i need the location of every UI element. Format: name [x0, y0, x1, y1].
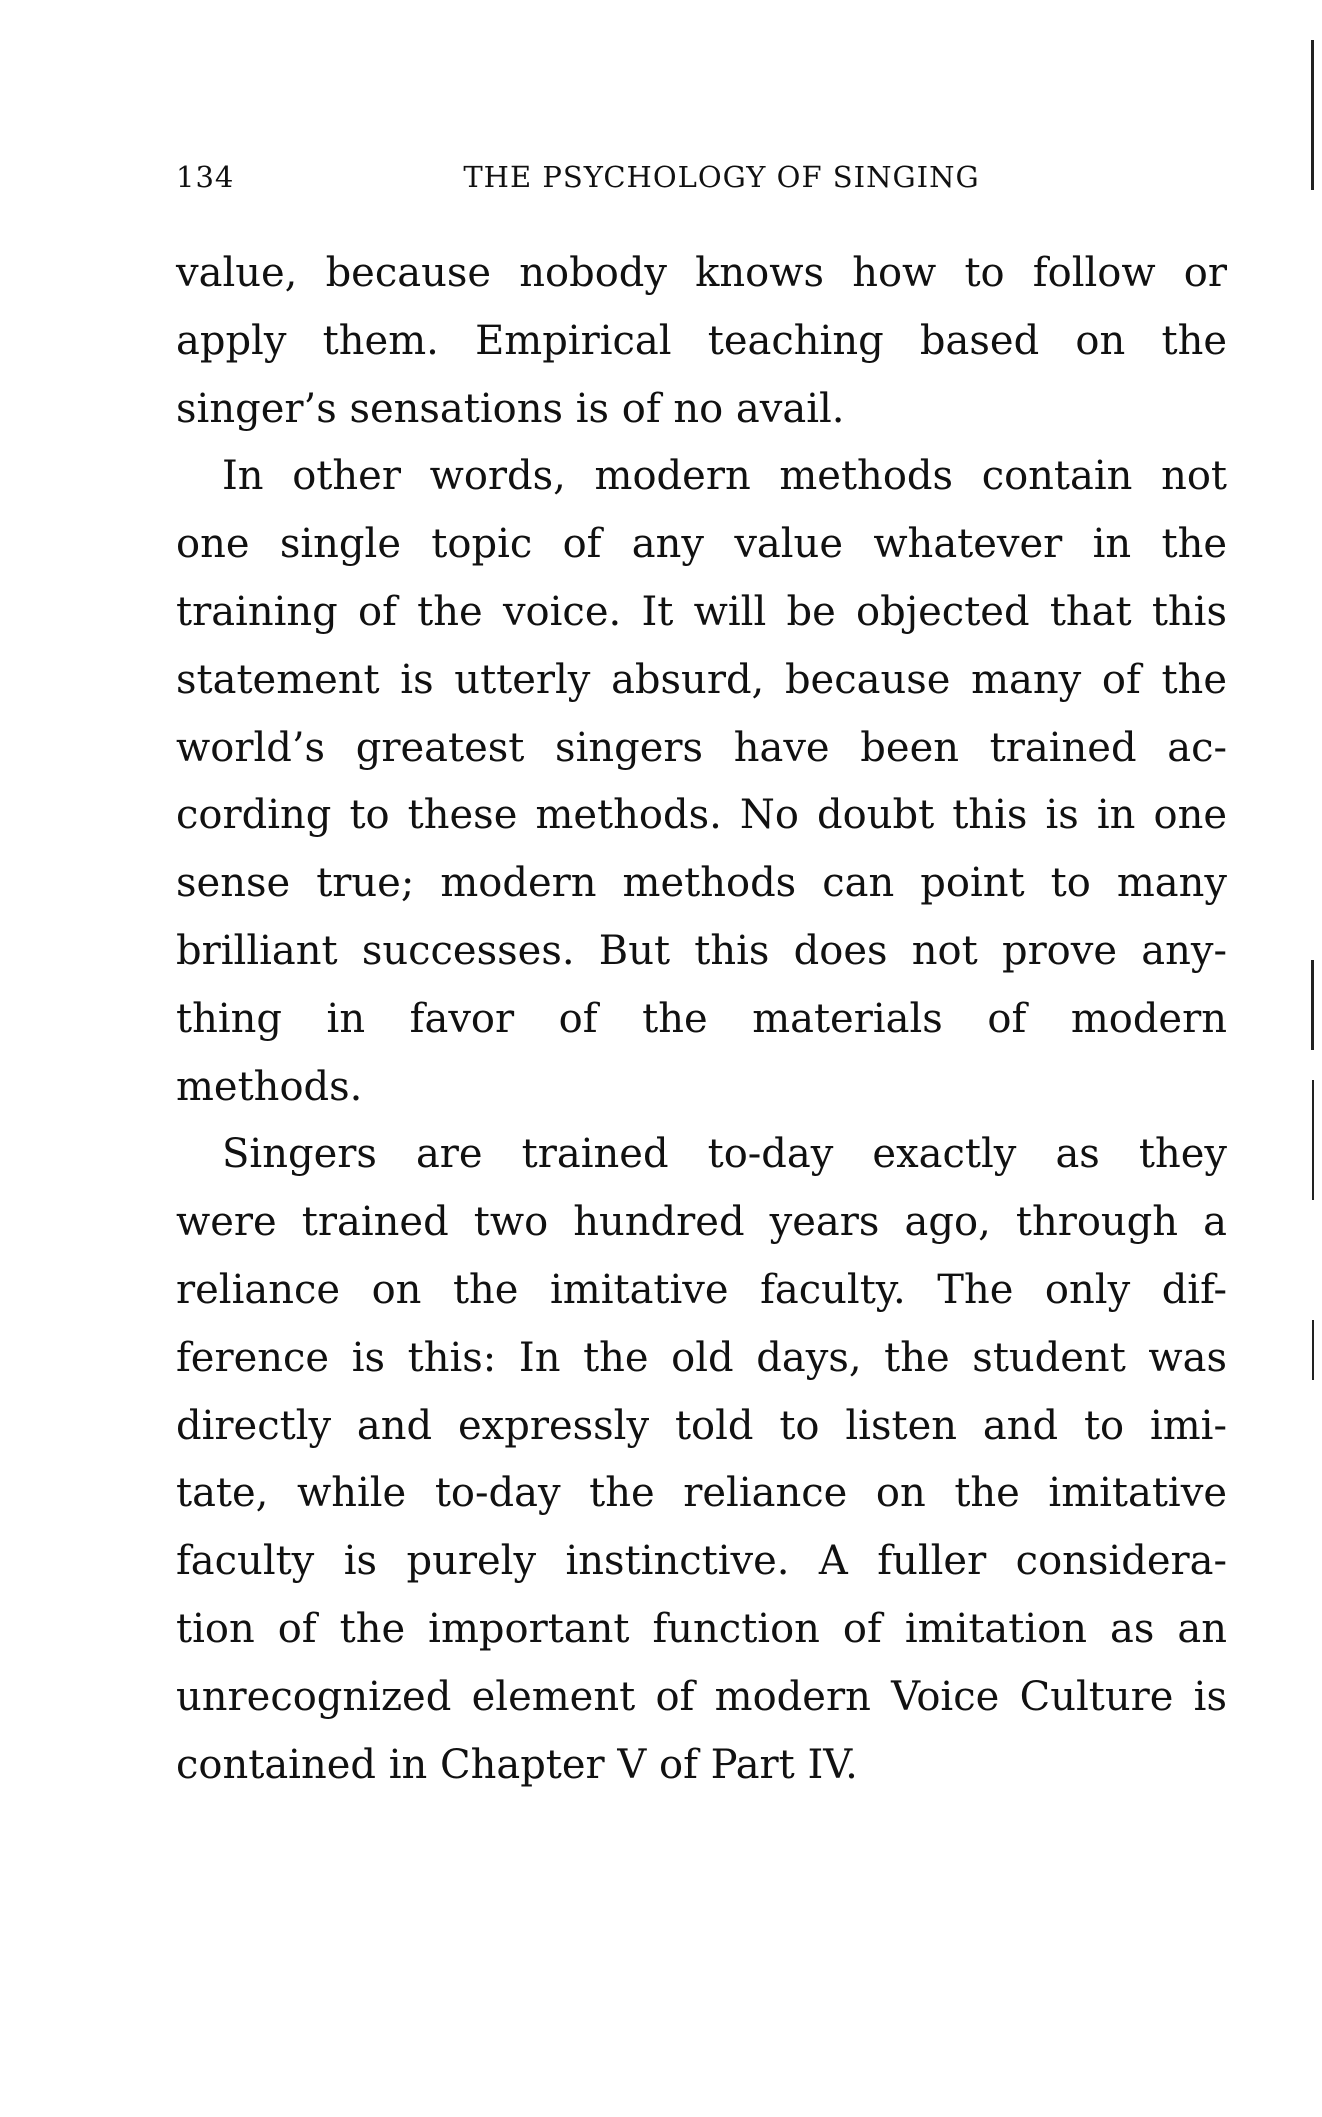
text-line: one single topic of any value whatever in the — [176, 521, 1227, 568]
paragraph — [176, 240, 1227, 443]
text-line: ference is this: In the old days, the student was — [176, 1334, 1227, 1381]
page-number: 134 — [176, 160, 235, 194]
scan-edge-mark — [1311, 40, 1314, 190]
text-line: In other words, modern methods contain not — [222, 453, 1227, 500]
text-line: brilliant successes. But this does not prove any- — [176, 927, 1227, 974]
text-line: world’s greatest singers have been trained ac- — [176, 724, 1227, 771]
text-line: apply them. Empirical teaching based on the — [176, 317, 1227, 364]
scan-edge-mark — [1311, 960, 1314, 1050]
page-body — [176, 240, 1227, 1799]
text-line: faculty is purely instinctive. A fuller considera- — [176, 1538, 1227, 1585]
scan-edge-mark — [1312, 1080, 1314, 1200]
text-line: tion of the important function of imitation as an — [176, 1605, 1227, 1652]
scan-edge-mark — [1312, 1320, 1314, 1380]
text-line: directly and expressly told to listen and to imi- — [176, 1402, 1227, 1449]
text-line: unrecognized element of modern Voice Culture is — [176, 1673, 1227, 1720]
running-title: THE PSYCHOLOGY OF SINGING — [463, 160, 980, 194]
text-line: contained in Chapter V of Part IV. — [176, 1741, 858, 1788]
text-line: training of the voice. It will be objected that this — [176, 588, 1227, 635]
page-header — [176, 160, 1227, 200]
text-line: reliance on the imitative faculty. The only dif- — [176, 1266, 1227, 1313]
text-line: value, because nobody knows how to follow or — [176, 250, 1227, 296]
text-line: Singers are trained to-day exactly as they — [222, 1131, 1227, 1178]
text-line: tate, while to-day the reliance on the imitative — [176, 1470, 1227, 1517]
text-line: cording to these methods. No doubt this is in one — [176, 792, 1227, 839]
text-line: singer’s sensations is of no avail. — [176, 385, 845, 432]
text-line: sense true; modern methods can point to many — [176, 860, 1227, 907]
text-line: were trained two hundred years ago, through a — [176, 1199, 1227, 1246]
text-line: statement is utterly absurd, because many of the — [176, 656, 1227, 703]
paragraph — [176, 443, 1227, 1121]
text-line: thing in favor of the materials of modern — [176, 995, 1227, 1042]
text-line: methods. — [176, 1063, 363, 1110]
paragraph — [176, 1121, 1227, 1799]
